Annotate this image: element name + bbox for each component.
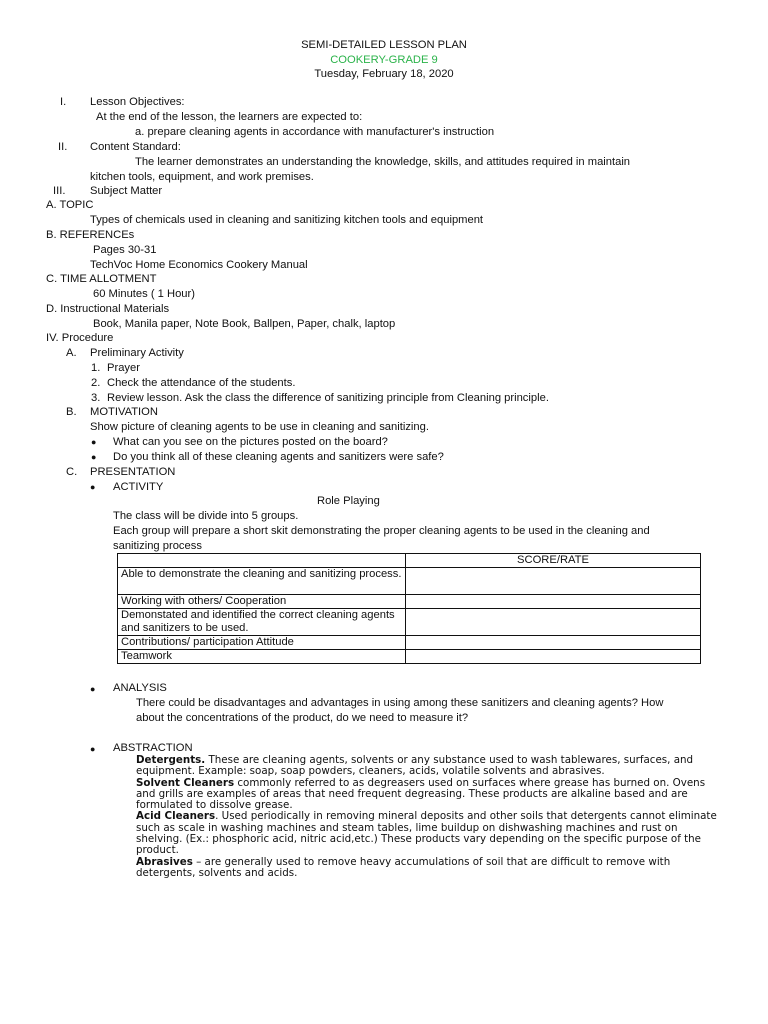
rubric-header-score: SCORE/RATE <box>406 554 701 568</box>
topic-label: A. TOPIC <box>46 199 94 211</box>
time-allotment-label: C. TIME ALLOTMENT <box>46 273 157 285</box>
presentation-heading: PRESENTATION <box>90 466 176 478</box>
objectives-heading: Lesson Objectives: <box>90 96 185 108</box>
materials-label: D. Instructional Materials <box>46 303 170 315</box>
table-row <box>118 650 701 664</box>
definition-detergents <box>136 755 726 778</box>
rubric-score-cell <box>406 636 701 650</box>
document-title: SEMI-DETAILED LESSON PLAN <box>301 39 467 51</box>
time-allotment-value: 60 Minutes ( 1 Hour) <box>93 288 195 300</box>
motivation-text: Show picture of cleaning agents to be use in cleaning and sanitizing. <box>90 421 429 433</box>
motivation-question: Do you think all of these cleaning agents and sanitizers were safe? <box>113 451 444 463</box>
rubric-score-cell <box>406 568 701 595</box>
bullet-icon: ● <box>90 684 96 694</box>
objectives-number: I. <box>60 96 67 108</box>
preliminary-heading: Preliminary Activity <box>90 347 184 359</box>
motivation-question: What can you see on the pictures posted on the board? <box>113 436 388 448</box>
definition-term: Detergents. <box>136 754 206 766</box>
definition-text: These are cleaning agents, solvents or any substance used to wash tablewares, surfaces, and equipment. Example: soap, soap powders, cleaners, acids, volatile solvents and abrasives. <box>136 754 694 778</box>
rubric-score-cell <box>406 595 701 609</box>
bullet-icon: ● <box>90 482 96 492</box>
rubric-table <box>117 553 701 664</box>
subject-matter-number: III. <box>53 185 66 197</box>
rubric-score-cell <box>406 609 701 636</box>
definition-text: . Used periodically in removing mineral deposits and other soils that detergents cannot eliminate such as scale in washing machines and steam tables, lime buildup on dishwashing machines and rust on shelving. (Ex.: phosphoric acid, nitric acid,etc.) These products vary depending on the specific purpose of the product. <box>136 810 717 857</box>
presentation-letter: C. <box>66 466 78 478</box>
definition-term: Solvent Cleaners <box>136 776 235 789</box>
rubric-criterion: Contributions/ participation Attitude <box>118 636 406 650</box>
objective-item: a. prepare cleaning agents in accordance with manufacturer's instruction <box>135 126 495 138</box>
preliminary-item-number: 2. <box>91 377 101 389</box>
rubric-criterion: Teamwork <box>118 650 406 664</box>
motivation-letter: B. <box>66 406 77 418</box>
preliminary-item-number: 1. <box>91 362 101 374</box>
analysis-heading: ANALYSIS <box>113 682 167 694</box>
bullet-icon: ● <box>91 452 97 462</box>
procedure-label: IV. Procedure <box>46 332 114 344</box>
activity-line-1: The class will be divide into 5 groups. <box>113 510 299 522</box>
content-standard-line-2: kitchen tools, equipment, and work premises. <box>90 171 314 183</box>
document-date: Tuesday, February 18, 2020 <box>314 68 454 80</box>
document-subtitle: COOKERY-GRADE 9 <box>330 54 438 66</box>
references-pages: Pages 30-31 <box>93 244 157 256</box>
definition-solvent-cleaners <box>136 778 726 812</box>
table-row <box>118 568 701 595</box>
table-row <box>118 636 701 650</box>
materials-value: Book, Manila paper, Note Book, Ballpen, Paper, chalk, laptop <box>93 318 396 330</box>
definition-abrasives <box>136 857 726 880</box>
analysis-line-2: about the concentrations of the product, do we need to measure it? <box>136 712 469 724</box>
rubric-score-cell <box>406 650 701 664</box>
rubric-header-row <box>118 554 701 568</box>
motivation-heading: MOTIVATION <box>90 406 158 418</box>
content-standard-line-1: The learner demonstrates an understanding the knowledge, skills, and attitudes required in maintain <box>135 156 631 168</box>
references-label: B. REFERENCEs <box>46 229 135 241</box>
table-row <box>118 609 701 636</box>
definition-term: Acid Cleaners <box>136 810 216 823</box>
table-row <box>118 595 701 609</box>
preliminary-item-text: Review lesson. Ask the class the difference of sanitizing principle from Cleaning principle. <box>107 392 549 404</box>
objectives-intro: At the end of the lesson, the learners are expected to: <box>96 111 363 123</box>
activity-heading: ACTIVITY <box>113 481 164 493</box>
definition-term: Abrasives <box>136 855 193 868</box>
definition-text: commonly referred to as degreasers used on surfaces where grease has burned on. Ovens and grills are examples of areas that need frequent degreasing. These products are alkaline based and are formulated to dissolve grease. <box>136 776 706 812</box>
topic-text: Types of chemicals used in cleaning and sanitizing kitchen tools and equipment <box>90 214 484 226</box>
references-book: TechVoc Home Economics Cookery Manual <box>90 259 308 271</box>
preliminary-letter: A. <box>66 347 77 359</box>
definition-text: – are generally used to remove heavy accumulations of soil that are difficult to remove with detergents, solvents and acids. <box>136 855 671 879</box>
bullet-icon: ● <box>91 437 97 447</box>
rubric-criterion: Working with others/ Cooperation <box>118 595 406 609</box>
activity-line-2: Each group will prepare a short skit demonstrating the proper cleaning agents to be used in the cleaning and <box>113 525 650 537</box>
rubric-criterion: Able to demonstrate the cleaning and sanitizing process. <box>118 568 406 595</box>
subject-matter-heading: Subject Matter <box>90 185 163 197</box>
preliminary-item-number: 3. <box>91 392 101 404</box>
content-standard-heading: Content Standard: <box>90 141 181 153</box>
content-standard-number: II. <box>58 141 68 153</box>
bullet-icon: ● <box>90 744 96 754</box>
activity-line-3: sanitizing process <box>113 540 202 552</box>
preliminary-item-text: Prayer <box>107 362 140 374</box>
definition-acid-cleaners <box>136 811 726 856</box>
abstraction-heading: ABSTRACTION <box>113 742 193 754</box>
rubric-header-blank <box>118 554 406 568</box>
rubric-criterion: Demonstated and identified the correct cleaning agents and sanitizers to be used. <box>118 609 406 636</box>
analysis-line-1: There could be disadvantages and advantages in using among these sanitizers and cleaning agents? How <box>136 697 664 709</box>
activity-subtitle: Role Playing <box>317 495 380 507</box>
abstraction-body <box>136 755 726 879</box>
preliminary-item-text: Check the attendance of the students. <box>107 377 296 389</box>
